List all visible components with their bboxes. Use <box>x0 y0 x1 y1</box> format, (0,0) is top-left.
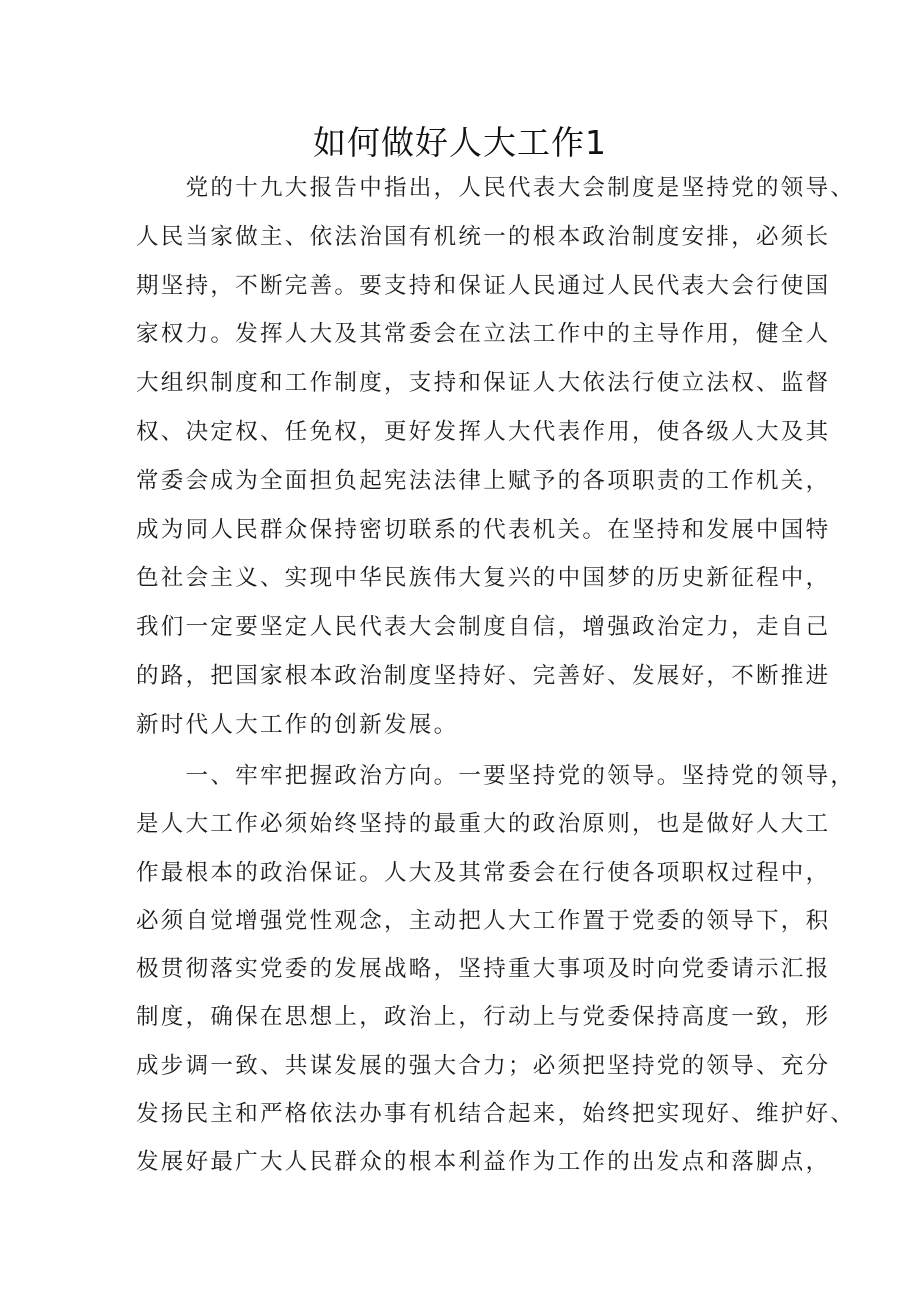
text-line: 的路，把国家根本政治制度坚持好、完善好、发展好，不断推进 <box>136 662 831 689</box>
text-line: 新时代人大工作的创新发展。 <box>136 711 459 738</box>
text-line: 成为同人民群众保持密切联系的代表机关。在坚持和发展中国特 <box>136 516 831 543</box>
paragraph-2 <box>136 752 856 1187</box>
text-line: 大组织制度和工作制度，支持和保证人大依法行使立法权、监督 <box>136 370 831 397</box>
text-line: 家权力。发挥人大及其常委会在立法工作中的主导作用，健全人 <box>136 321 831 348</box>
text-line: 极贯彻落实党委的发展战略，坚持重大事项及时向党委请示汇报 <box>136 956 831 983</box>
text-line: 成步调一致、共谋发展的强大合力；必须把坚持党的领导、充分 <box>136 1052 831 1079</box>
text-line: 色社会主义、实现中华民族伟大复兴的中国梦的历史新征程中， <box>136 565 831 592</box>
text-line: 党的十九大报告中指出，人民代表大会制度是坚持党的领导、 <box>136 175 856 201</box>
text-line: 是人大工作必须始终坚持的最重大的政治原则，也是做好人大工 <box>136 811 831 838</box>
text-line: 期坚持，不断完善。要支持和保证人民通过人民代表大会行使国 <box>136 272 831 299</box>
text-line: 发展好最广大人民群众的根本利益作为工作的出发点和落脚点， <box>136 1149 831 1176</box>
text-line: 必须自觉增强党性观念，主动把人大工作置于党委的领导下，积 <box>136 907 831 934</box>
text-line: 权、决定权、任免权，更好发挥人大代表作用，使各级人大及其 <box>136 418 831 445</box>
text-line: 制度，确保在思想上，政治上，行动上与党委保持高度一致，形 <box>136 1004 831 1031</box>
text-line: 常委会成为全面担负起宪法法律上赋予的各项职责的工作机关， <box>136 467 831 494</box>
text-line: 人民当家做主、依法治国有机统一的根本政治制度安排，必须长 <box>136 223 831 250</box>
document-title: 如何做好人大工作1 <box>313 123 607 162</box>
paragraph-1 <box>136 164 856 750</box>
text-line: 发扬民主和严格依法办事有机结合起来，始终把实现好、维护好、 <box>136 1101 856 1128</box>
text-line: 一、牢牢把握政治方向。一要坚持党的领导。坚持党的领导， <box>136 763 856 789</box>
text-line: 作最根本的政治保证。人大及其常委会在行使各项职权过程中， <box>136 859 831 886</box>
text-line: 我们一定要坚定人民代表大会制度自信，增强政治定力，走自己 <box>136 614 831 641</box>
